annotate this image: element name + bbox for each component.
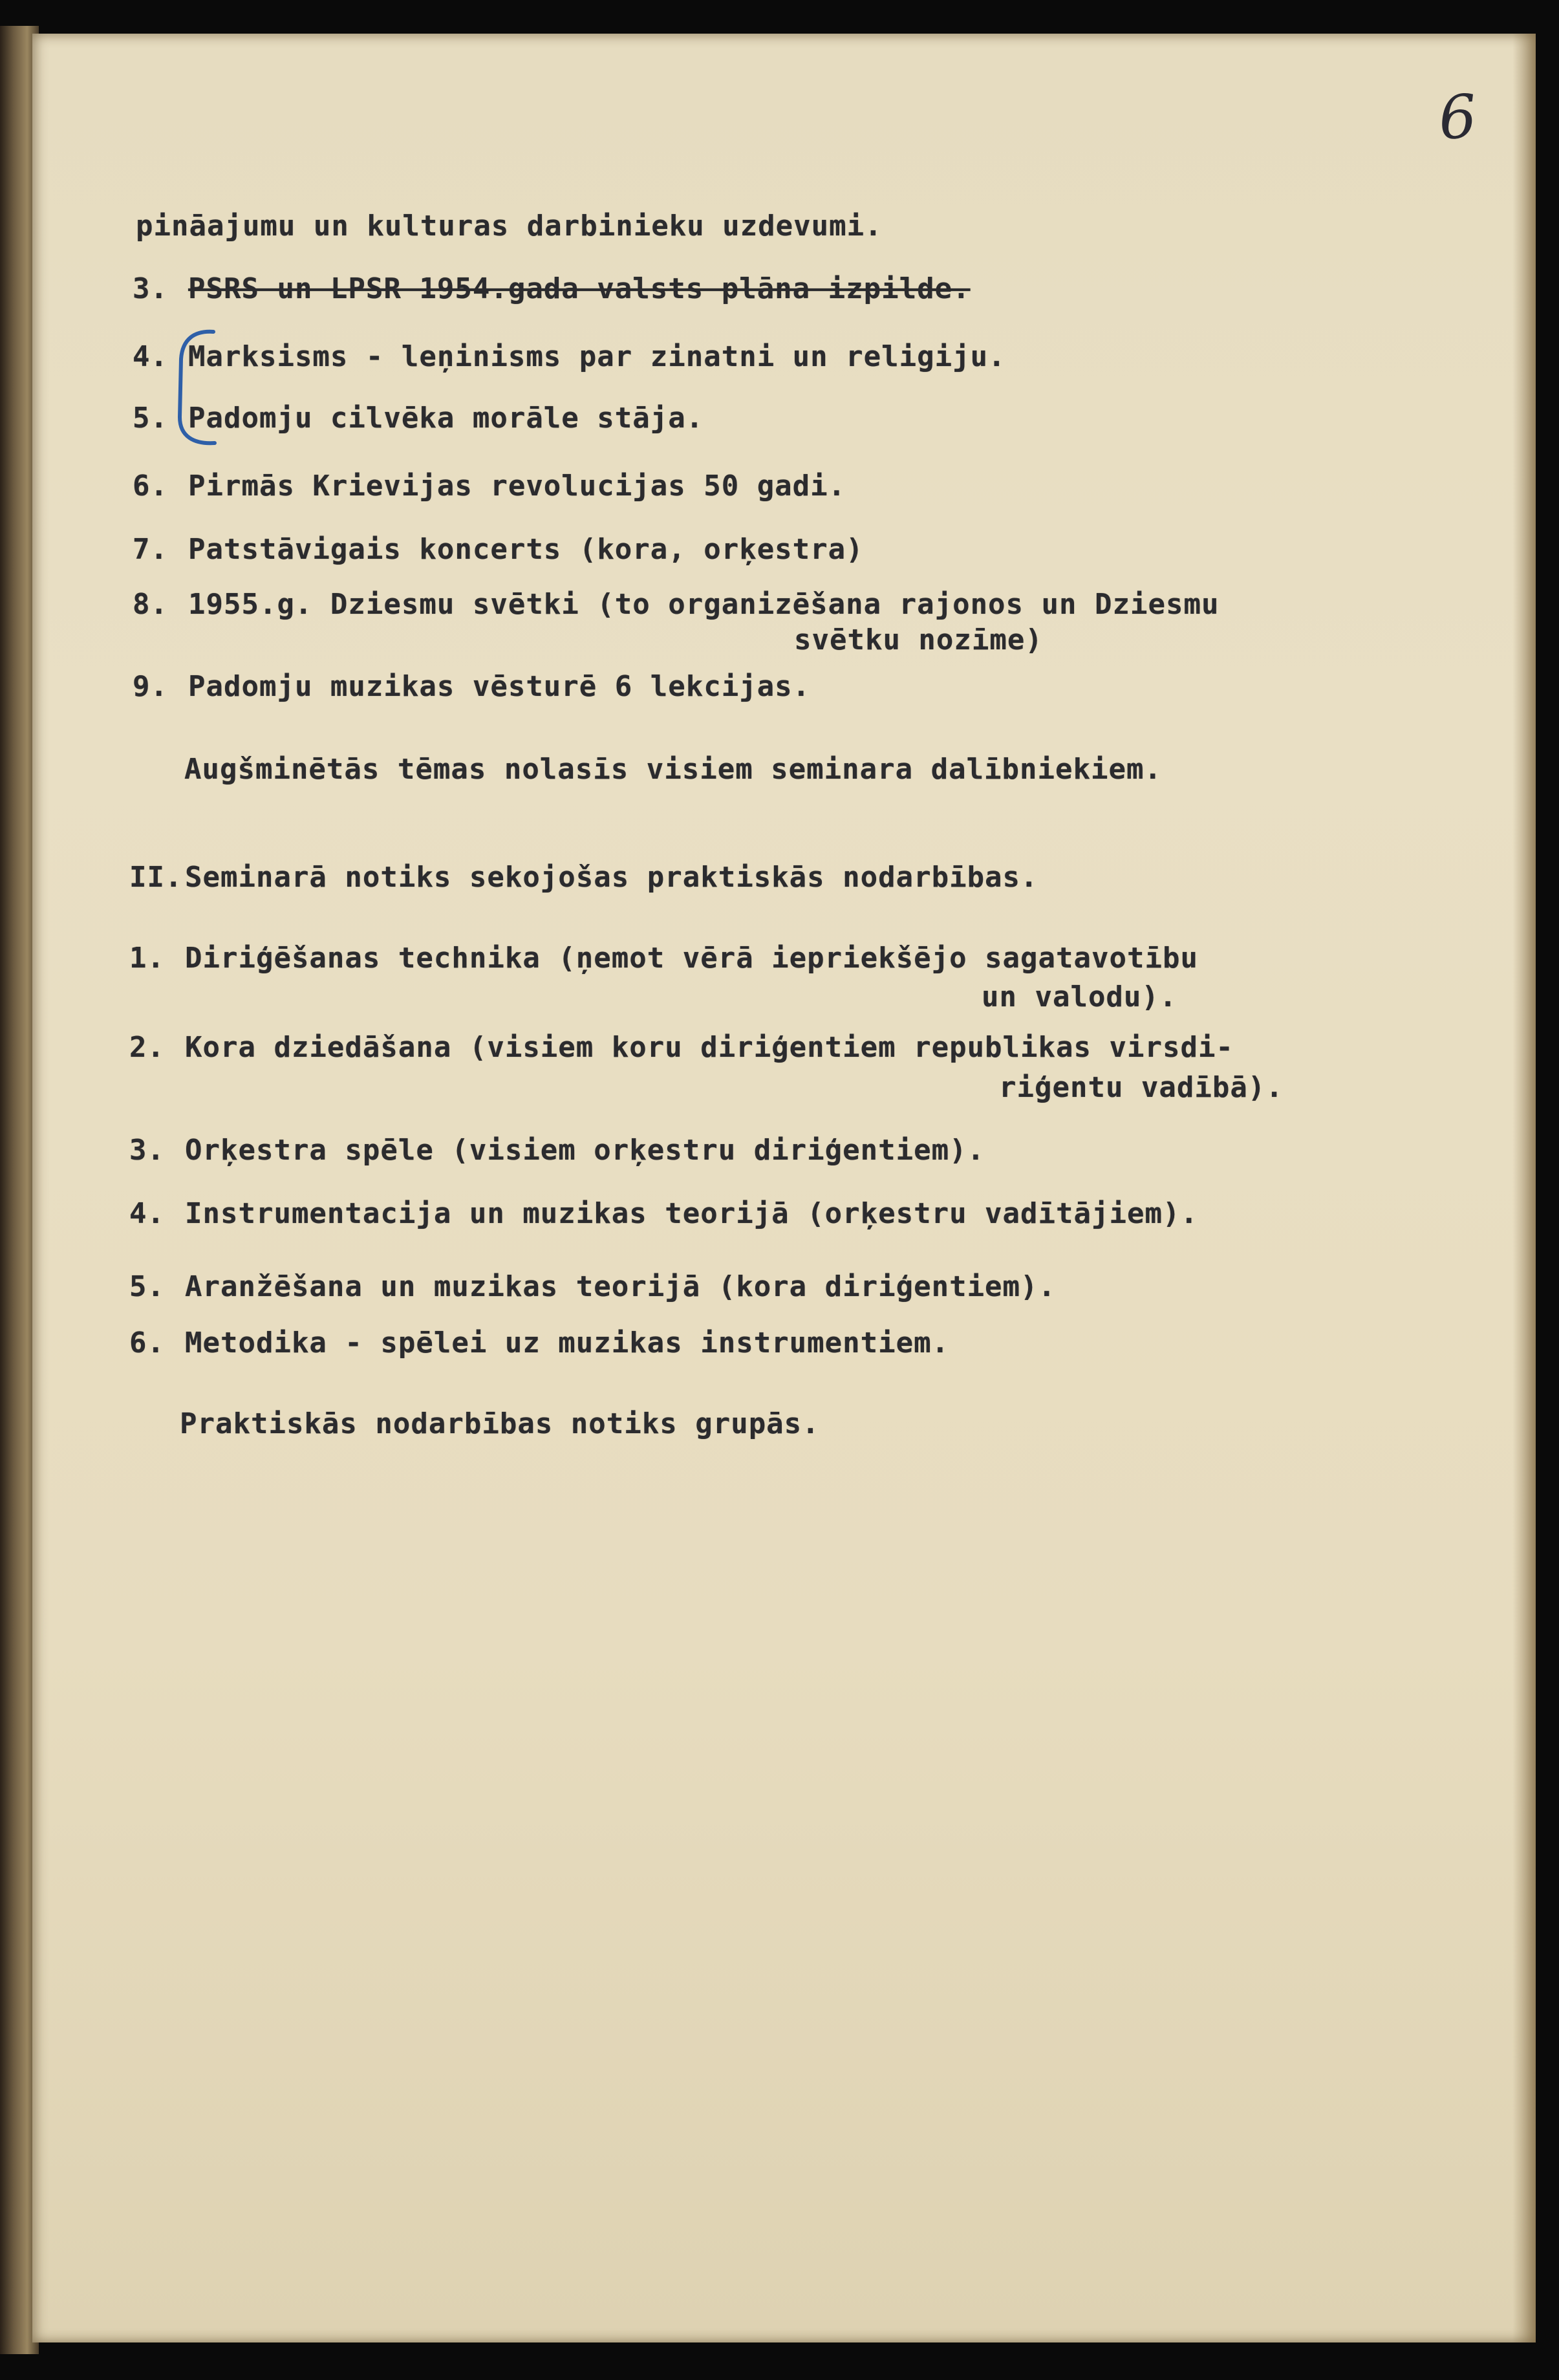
item-text: Padomju cilvēka morāle stāja. bbox=[188, 402, 704, 435]
list-item-9 bbox=[133, 670, 811, 703]
closing-line: Praktiskās nodarbības notiks grupās. bbox=[180, 1407, 820, 1440]
item-number: 4. bbox=[129, 1197, 165, 1230]
item-text: Instrumentacija un muzikas teorijā (orķestru vadītājiem). bbox=[185, 1197, 1198, 1230]
item-number: 7. bbox=[133, 533, 168, 566]
item-text: 1955.g. Dziesmu svētki (to organizēšana rajonos un Dziesmu bbox=[188, 588, 1220, 621]
item-number: 4. bbox=[133, 340, 168, 373]
list-item-8 bbox=[133, 590, 1219, 619]
list-item-6 bbox=[133, 472, 846, 501]
item-number: 9. bbox=[133, 670, 168, 703]
item-text: Diriģēšanas technika (ņemot vērā iepriekšējo sagatavotību bbox=[185, 942, 1198, 975]
list-item-7 bbox=[133, 533, 864, 566]
practice-item-2 bbox=[129, 1033, 1234, 1062]
section-heading bbox=[129, 863, 1038, 892]
pen-bracket-mark bbox=[168, 327, 220, 449]
item-text: Marksisms - leņinisms par zinatni un religiju. bbox=[188, 340, 1006, 373]
practice-item-4 bbox=[129, 1197, 1198, 1230]
practice-item-5 bbox=[129, 1270, 1057, 1303]
section-number: II. bbox=[129, 861, 183, 894]
section-text: Seminarā notiks sekojošas praktiskās nodarbības. bbox=[185, 861, 1038, 894]
item-text: Metodika - spēlei uz muzikas instrumentiem. bbox=[185, 1326, 950, 1359]
list-item-4 bbox=[133, 340, 1006, 373]
item-text: Patstāvigais koncerts (kora, orķestra) bbox=[188, 533, 864, 566]
item-text: PSRS un LPSR 1954.gada valsts plāna izpilde. bbox=[188, 272, 971, 305]
list-item-8-continuation: svētku nozīme) bbox=[794, 623, 1043, 656]
page-edge-shadow bbox=[1512, 34, 1536, 2342]
practice-item-1 bbox=[129, 944, 1198, 973]
item-number: 3. bbox=[129, 1134, 165, 1167]
item-text: Padomju muzikas vēsturē 6 lekcijas. bbox=[188, 670, 811, 703]
item-number: 5. bbox=[129, 1270, 165, 1303]
continued-line: pināajumu un kulturas darbinieku uzdevumi. bbox=[136, 210, 883, 243]
item-text: Orķestra spēle (visiem orķestru diriģentiem). bbox=[185, 1134, 985, 1167]
item-number: 1. bbox=[129, 942, 165, 975]
document-page bbox=[32, 34, 1536, 2342]
item-number: 6. bbox=[129, 1326, 165, 1359]
item-text: Aranžēšana un muzikas teorijā (kora diriģentiem). bbox=[185, 1270, 1057, 1303]
item-text: Kora dziedāšana (visiem koru diriģentiem republikas virsdi- bbox=[185, 1031, 1234, 1064]
item-number: 5. bbox=[133, 402, 168, 435]
item-number: 6. bbox=[133, 470, 168, 503]
practice-item-2-continuation: riģentu vadībā). bbox=[999, 1071, 1284, 1104]
list-item-3 bbox=[133, 272, 971, 305]
item-text: Pirmās Krievijas revolucijas 50 gadi. bbox=[188, 470, 846, 503]
handwritten-page-number: 6 bbox=[1436, 81, 1479, 153]
item-number: 8. bbox=[133, 588, 168, 621]
practice-item-1-continuation: un valodu). bbox=[982, 980, 1177, 1013]
summary-line: Augšminētās tēmas nolasīs visiem seminara dalībniekiem. bbox=[184, 753, 1162, 786]
practice-item-6 bbox=[129, 1326, 950, 1359]
item-number: 3. bbox=[133, 272, 168, 305]
item-number: 2. bbox=[129, 1031, 165, 1064]
practice-item-3 bbox=[129, 1136, 985, 1165]
